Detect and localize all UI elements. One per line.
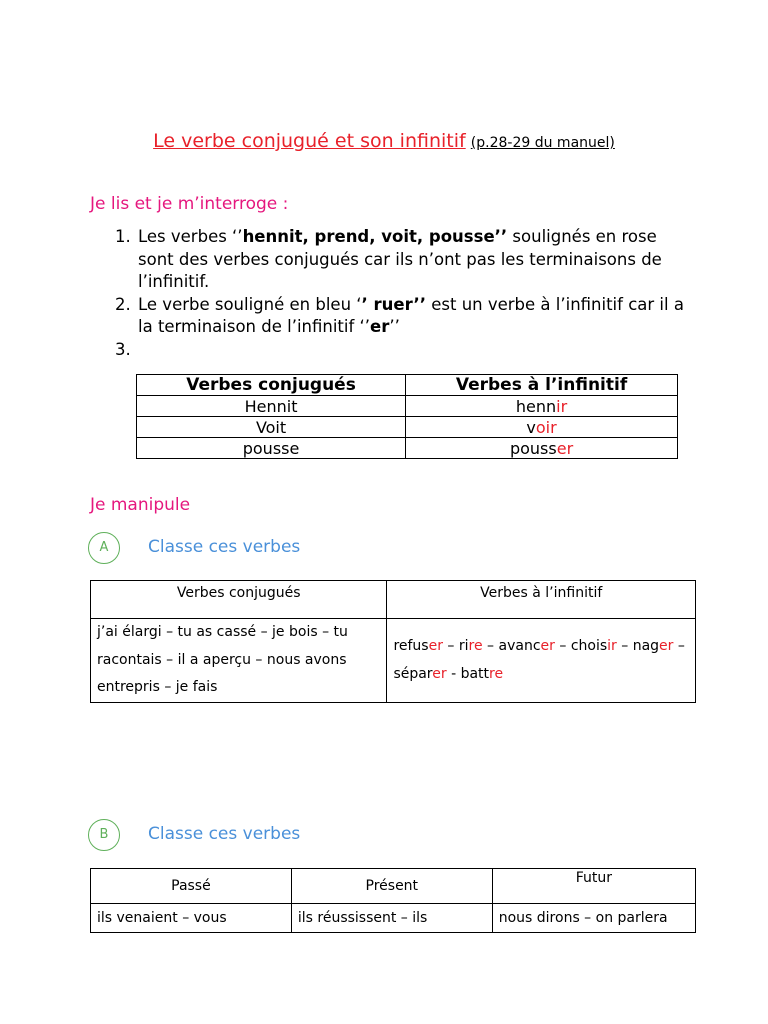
verb-ending: re [468, 638, 483, 654]
verb-stem: nag [632, 638, 660, 654]
verbs-table [136, 374, 678, 459]
table-row: ils venaient – vous ils réussissent – ils nous dirons – on parlera [91, 904, 696, 933]
table-header: Futur [492, 869, 695, 904]
page-title [0, 130, 768, 152]
exercise-a-table [90, 580, 696, 703]
list-item: 2. Le verbe souligné en bleu ‘’ ruer’’ est un verbe à l’infinitif car il a la terminaison de l’infinitif ‘’er’’ [136, 294, 696, 339]
table-row [91, 619, 696, 703]
conjugated-cell: j’ai élargi – tu as cassé – je bois – tu racontais – il a aperçu – nous avons entrepris – je fais [91, 619, 387, 703]
verb-ending: er [659, 638, 674, 654]
exercise-a-badge: A [88, 532, 120, 564]
table-row: pousse pousser [137, 438, 678, 459]
exercise-b-table [90, 868, 696, 933]
exercise-b-label: Classe ces verbes [148, 824, 301, 844]
verb-stem: avanc [498, 638, 541, 654]
table-header: Présent [291, 869, 492, 904]
table-header: Passé [91, 869, 292, 904]
title-reference: (p.28-29 du manuel) [470, 135, 615, 151]
verb-ending: er [540, 638, 555, 654]
list-item: 1. Les verbes ‘’hennit, prend, voit, pousse’’ soulignés en rose sont des verbes conjugués car ils n’ont pas les terminaisons de l’infinitif. [136, 226, 696, 294]
verb-stem: chois [570, 638, 608, 654]
infinitive-cell: refuser – rire – avancer – choisir – nager – séparer - battre [387, 619, 696, 703]
table-header: Verbes conjugués [91, 581, 387, 619]
verb-stem: ri [458, 638, 469, 654]
section-heading-read: Je lis et je m’interroge : [90, 194, 289, 214]
exercise-b-badge: B [88, 819, 120, 851]
table-row: Voit voir [137, 417, 678, 438]
verb-ending: ir [607, 638, 617, 654]
exercise-a-label: Classe ces verbes [148, 537, 301, 557]
section-heading-manipulate: Je manipule [90, 495, 191, 515]
table-header: Verbes conjugués [137, 375, 406, 396]
verb-ending: er [428, 638, 443, 654]
table-header: Verbes à l’infinitif [387, 581, 696, 619]
table-row: Hennit hennir [137, 396, 678, 417]
verb-ending: er [432, 665, 447, 682]
verb-stem: sépar [393, 665, 433, 682]
table-header: Verbes à l’infinitif [406, 375, 678, 396]
verb-stem: refus [393, 638, 429, 654]
question-list [96, 226, 696, 361]
verb-ending: re [489, 665, 504, 682]
title-main: Le verbe conjugué et son infinitif [153, 130, 466, 152]
verb-stem: batt [460, 665, 490, 682]
list-item [136, 339, 696, 362]
